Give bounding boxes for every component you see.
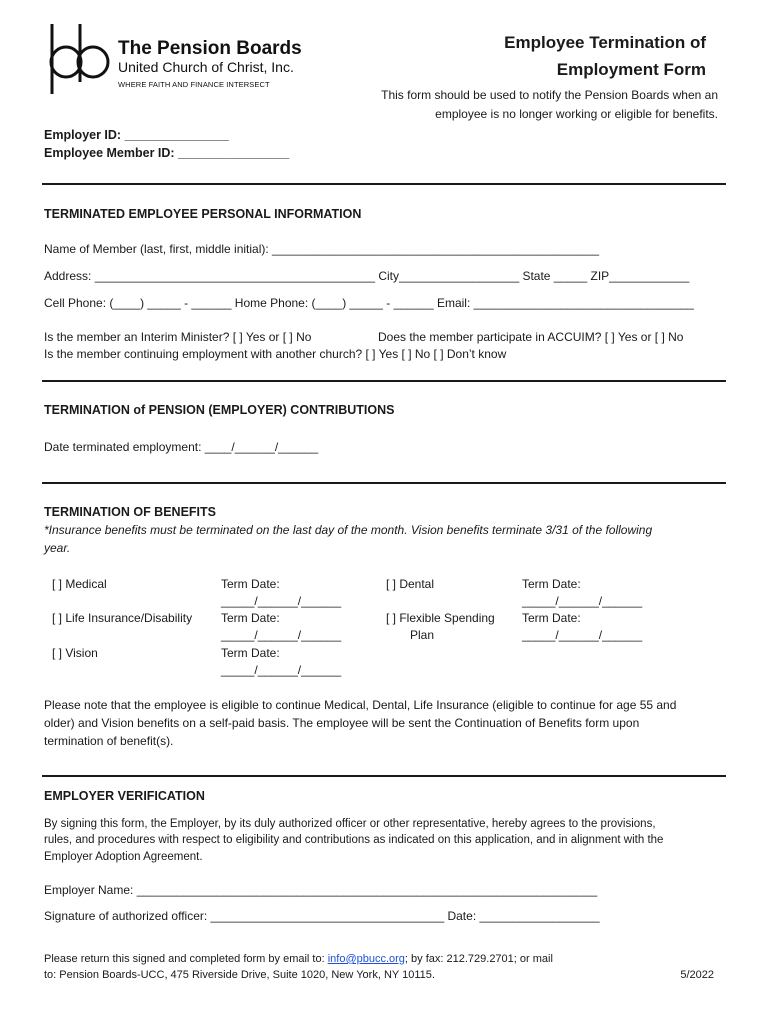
form-description-line1: This form should be used to notify the Pension Boards when an bbox=[381, 88, 718, 102]
fsa-term-date-field[interactable]: _____/______/______ bbox=[522, 628, 643, 642]
continuation-note-line2: older) and Vision benefits on a self-paid basis. The employee will be sent the Continuation of Benefits form upon bbox=[44, 716, 640, 730]
employee-member-id-field[interactable]: Employee Member ID: ________________ bbox=[44, 146, 290, 160]
verification-text-line2: rules, and procedures with respect to eligibility and contributions as indicated on this application, and in alignment with the bbox=[44, 834, 664, 846]
life-disability-checkbox[interactable]: [ ] Life Insurance/Disability bbox=[52, 611, 193, 625]
fsa-checkbox-label-line2: Plan bbox=[410, 628, 435, 642]
form-version: 5/2022 bbox=[680, 969, 714, 981]
medical-checkbox[interactable]: [ ] Medical bbox=[52, 577, 107, 591]
interim-minister-question[interactable]: Is the member an Interim Minister? [ ] Yes or [ ] No bbox=[44, 330, 312, 344]
employer-id-field[interactable]: Employer ID: _______________ bbox=[44, 128, 229, 142]
logo bbox=[40, 22, 110, 96]
continuation-note-line1: Please note that the employee is eligible to continue Medical, Dental, Life Insurance (eligible to continue for age 55 and bbox=[44, 698, 677, 712]
continuation-note-line3: termination of benefit(s). bbox=[44, 734, 174, 748]
member-name-field[interactable]: Name of Member (last, first, middle initial): _________________________________________________ bbox=[44, 242, 600, 256]
employer-name-field[interactable]: Employer Name: _____________________________________________________________________ bbox=[44, 883, 598, 897]
verification-text-line3: Employer Adoption Agreement. bbox=[44, 851, 203, 863]
accuim-question[interactable]: Does the member participate in ACCUIM? [ ] Yes or [ ] No bbox=[378, 330, 684, 344]
life-term-date-field[interactable]: _____/______/______ bbox=[221, 628, 342, 642]
vision-term-date-label: Term Date: bbox=[221, 646, 280, 660]
continuing-employment-question[interactable]: Is the member continuing employment with another church? [ ] Yes [ ] No [ ] Don’t know bbox=[44, 347, 507, 361]
verification-text-line1: By signing this form, the Employer, by its duly authorized officer or other representative, hereby agrees to the provisions, bbox=[44, 818, 656, 830]
section-divider bbox=[42, 482, 726, 484]
fsa-term-date-label: Term Date: bbox=[522, 611, 581, 625]
medical-term-date-label: Term Date: bbox=[221, 577, 280, 591]
vision-checkbox[interactable]: [ ] Vision bbox=[52, 646, 98, 660]
form-title-line2: Employment Form bbox=[556, 60, 706, 79]
personal-info-heading: TERMINATED EMPLOYEE PERSONAL INFORMATION bbox=[44, 207, 362, 221]
dental-term-date-field[interactable]: _____/______/______ bbox=[522, 594, 643, 608]
vision-term-date-field[interactable]: _____/______/______ bbox=[221, 663, 342, 677]
section-divider bbox=[42, 183, 726, 185]
life-term-date-label: Term Date: bbox=[221, 611, 280, 625]
logo-name: The Pension Boards bbox=[118, 38, 302, 59]
form-description-line2: employee is no longer working or eligible for benefits. bbox=[435, 107, 718, 121]
footer-return-text: Please return this signed and completed form by email to: bbox=[44, 953, 328, 965]
medical-term-date-field[interactable]: _____/______/______ bbox=[221, 594, 342, 608]
benefits-heading: TERMINATION OF BENEFITS bbox=[44, 505, 216, 519]
address-field[interactable]: Address: __________________________________________ City__________________ State _____ ZIP____________ bbox=[44, 269, 690, 283]
logo-tagline: WHERE FAITH AND FINANCE INTERSECT bbox=[118, 80, 270, 89]
footer-mailing-address: to: Pension Boards-UCC, 475 Riverside Drive, Suite 1020, New York, NY 10115. bbox=[44, 969, 435, 981]
date-terminated-field[interactable]: Date terminated employment: ____/______/______ bbox=[44, 440, 319, 454]
dental-term-date-label: Term Date: bbox=[522, 577, 581, 591]
contributions-heading: TERMINATION of PENSION (EMPLOYER) CONTRIBUTIONS bbox=[44, 403, 395, 417]
benefits-note-line1: *Insurance benefits must be terminated on the last day of the month. Vision benefits terminate 3/31 of the following bbox=[44, 523, 653, 537]
fsa-checkbox[interactable]: [ ] Flexible Spending bbox=[386, 611, 495, 625]
signature-date-field[interactable]: Signature of authorized officer: ___________________________________ Date: __________________ bbox=[44, 909, 600, 923]
pension-boards-logo-mark bbox=[40, 22, 110, 96]
email-link[interactable]: info@pbucc.org bbox=[327, 953, 405, 965]
footer-return-instructions bbox=[44, 951, 553, 967]
form-title-line1: Employee Termination of bbox=[504, 33, 706, 52]
dental-checkbox[interactable]: [ ] Dental bbox=[386, 577, 435, 591]
verification-heading: EMPLOYER VERIFICATION bbox=[44, 789, 205, 803]
benefits-note-line2: year. bbox=[44, 541, 71, 555]
section-divider bbox=[42, 380, 726, 382]
section-divider bbox=[42, 775, 726, 777]
phone-email-field[interactable]: Cell Phone: (____) _____ - ______ Home Phone: (____) _____ - ______ Email: _________________________________ bbox=[44, 296, 694, 310]
footer-fax-text: ; by fax: 212.729.2701; or mail bbox=[404, 953, 553, 965]
logo-subtitle: United Church of Christ, Inc. bbox=[118, 59, 294, 75]
